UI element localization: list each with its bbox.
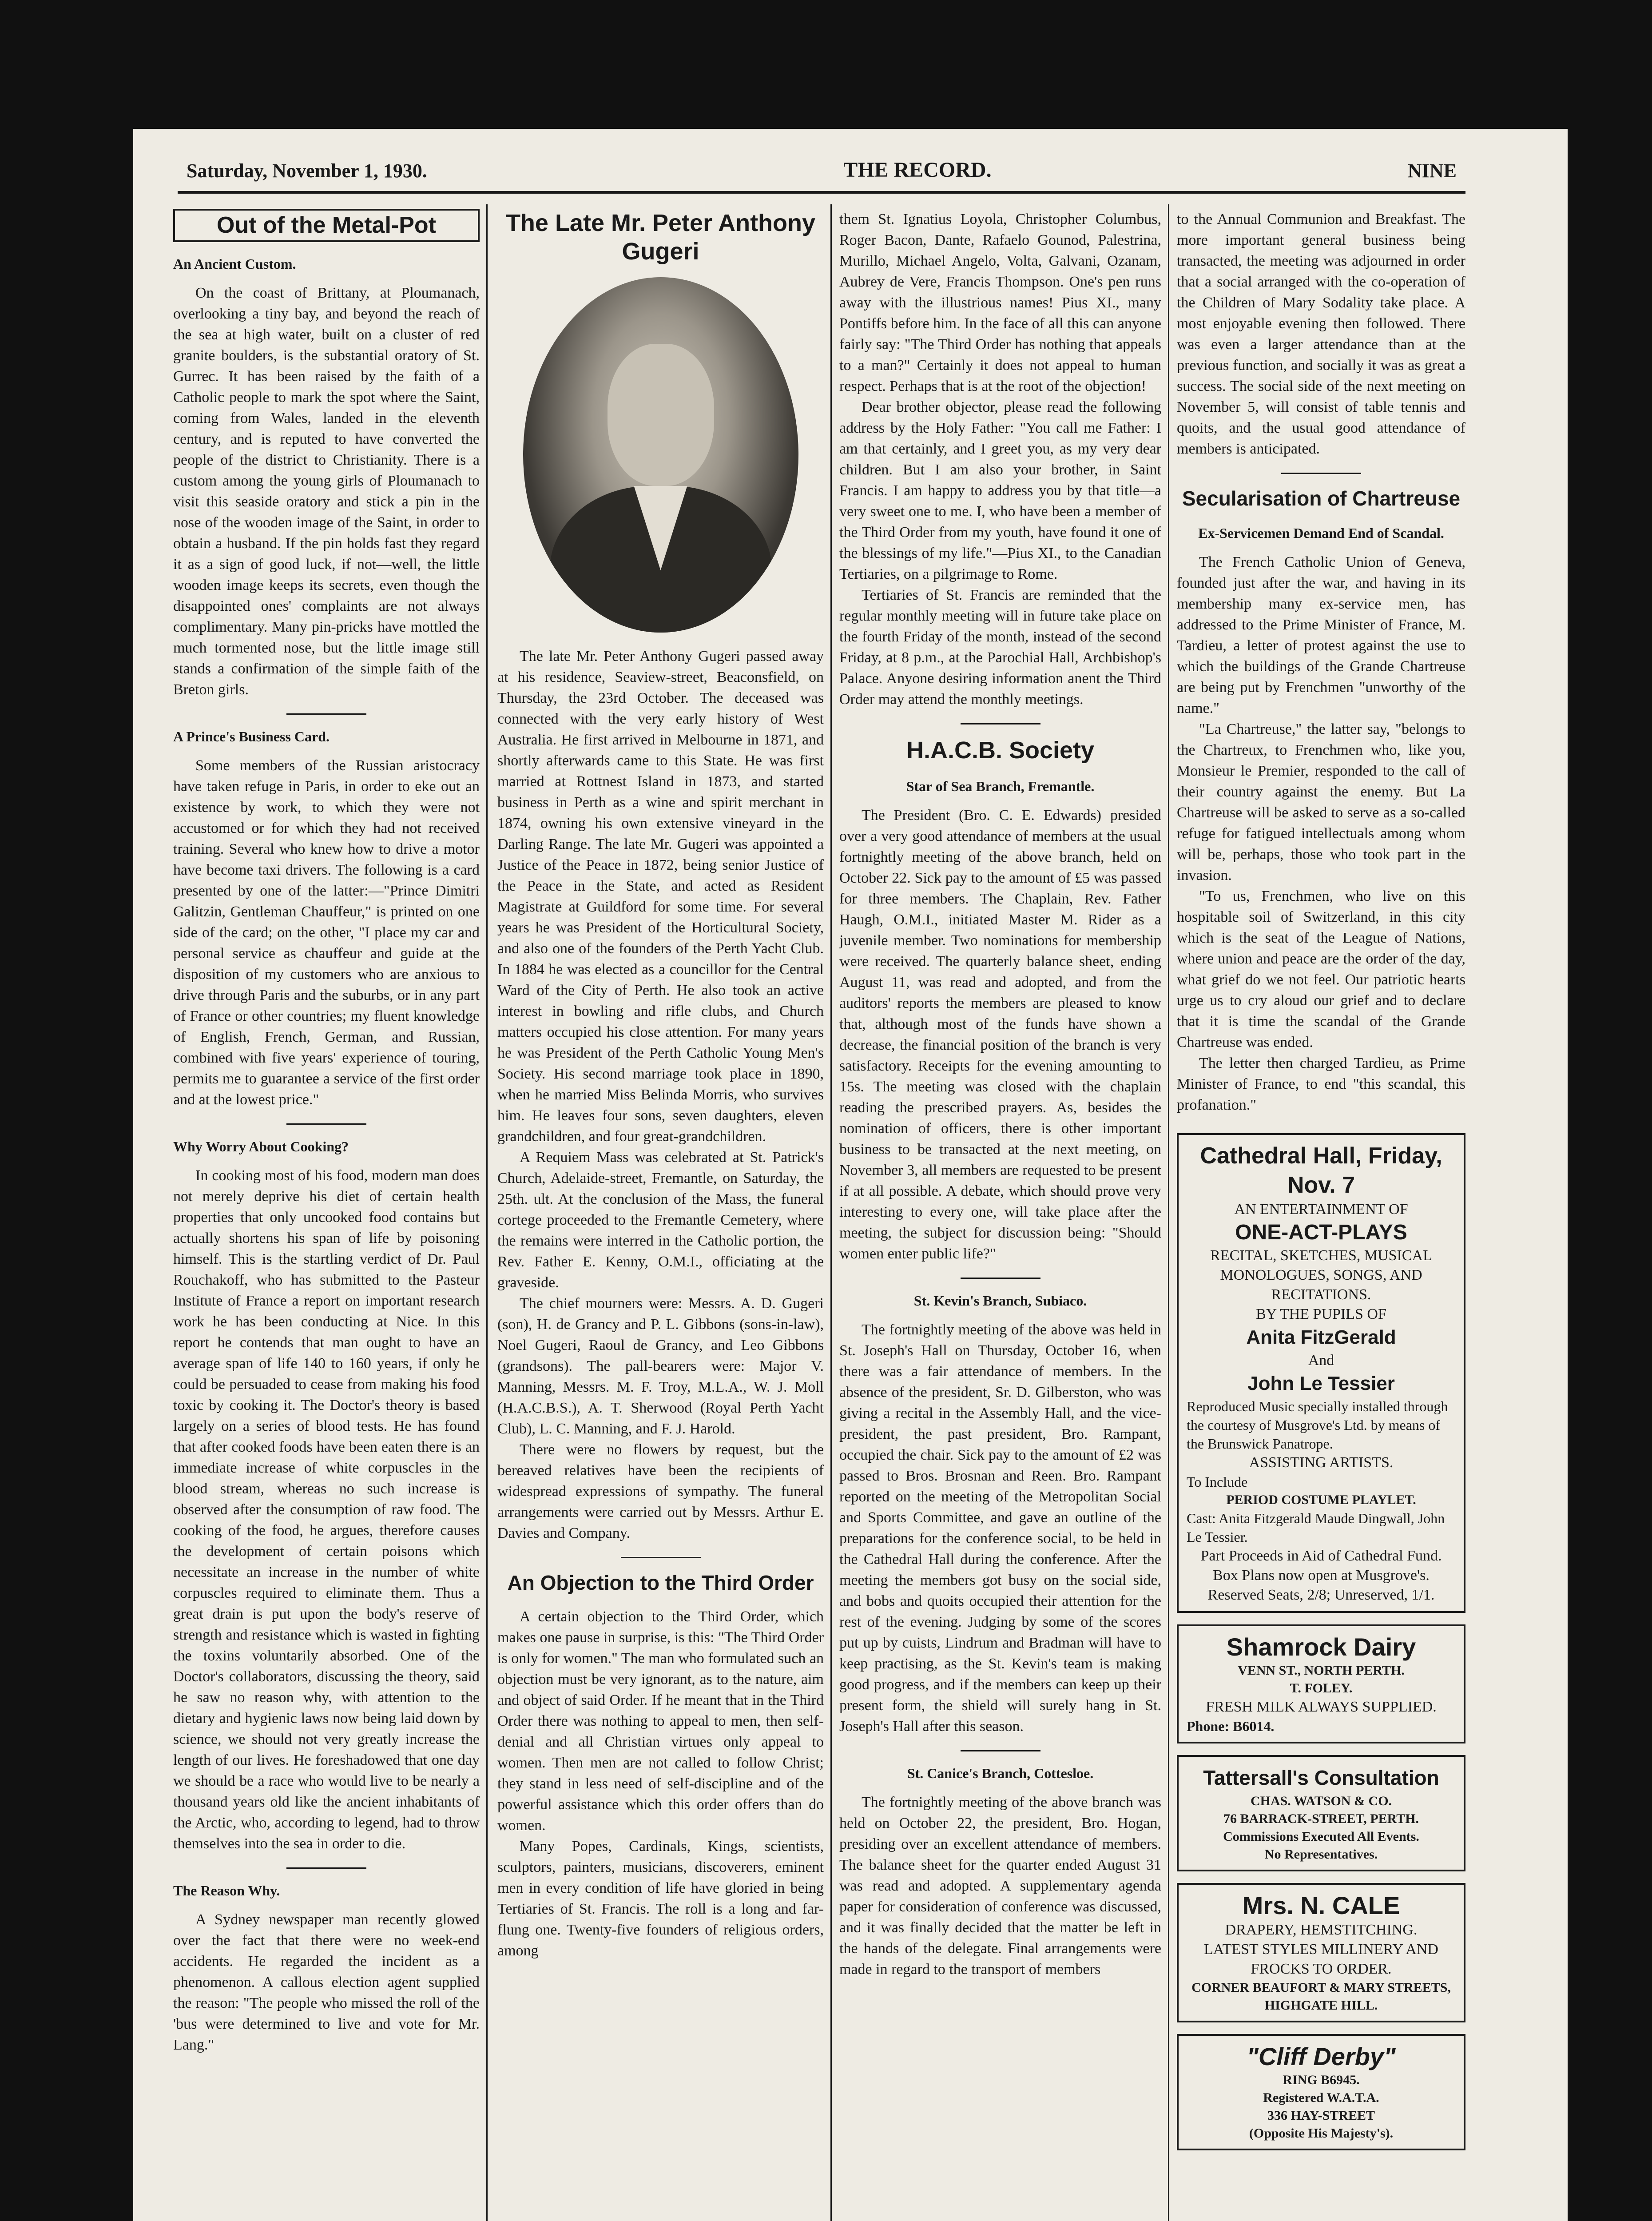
ad-title: "Cliff Derby" [1247,2042,1396,2070]
column-rule [486,204,488,2221]
newspaper-name: THE RECORD. [843,158,992,182]
article-separator [286,713,366,715]
ad-cliff-derby [1177,2034,1465,2150]
section-title: Out of the Metal-Pot [173,209,480,242]
ad-cathedral-hall [1177,1133,1465,1613]
ad-shamrock-dairy [1177,1624,1465,1743]
column-1 [173,209,480,2221]
ad-line: (Opposite His Majesty's). [1249,2126,1394,2141]
article-paragraph: Tertiaries of St. Francis are reminded that the regular monthly meeting will in future take place on the fourth Friday of the month, instead of the second Friday, at 8 p.m., at the Parochial Hall, Archbishop's Palace. Anyone desiring information anent the Third Order may attend the monthly meetings. [839,587,1161,708]
portrait-photo [523,277,798,633]
ad-line: And [1308,1352,1334,1369]
article-paragraph: There were no flowers by request, but the bereaved relatives have been the recipients of widespread expressions of sympathy. The funeral arrangements were carried out by Messrs. Arthur E. Davies and Company. [497,1441,824,1541]
ad-line: Registered W.A.T.A. [1263,2090,1379,2105]
article-paragraph: them St. Ignatius Loyola, Christopher Columbus, Roger Bacon, Dante, Rafaelo Gounod, Palestrina, Murillo, Michael Angelo, Volta, Galvani, Ozanam, Aubrey de Vere, Francis Thompson. One's pen runs away with the illustrious names! Pius XI., many Pontiffs before him. In the face of all this can anyone fairly say: "The Third Order has nothing that appeals to a man?" Certainly it does not appeal to human respect. Perhaps that is at the root of the objection! [839,211,1161,394]
article-separator [961,1750,1040,1751]
ad-line: LATEST STYLES MILLINERY AND FROCKS TO ORDER. [1204,1941,1438,1977]
ad-headline: ONE-ACT-PLAYS [1235,1221,1407,1244]
issue-date: Saturday, November 1, 1930. [187,160,427,182]
article-title: H.A.C.B. Society [906,737,1095,764]
ad-line: RING B6945. [1283,2073,1360,2087]
ad-line: 76 BARRACK-STREET, PERTH. [1223,1811,1419,1826]
ad-tattersalls [1177,1755,1465,1871]
ad-title: Cathedral Hall, Friday, Nov. 7 [1200,1143,1442,1198]
article-separator [961,723,1040,724]
ad-title: Tattersall's Consultation [1203,1766,1439,1789]
ad-line: Commissions Executed All Events. [1223,1829,1419,1844]
ad-performer: Anita FitzGerald [1246,1326,1396,1348]
ad-line: T. FOLEY. [1290,1681,1353,1696]
article-separator [286,1867,366,1869]
column-rule [1168,204,1169,2221]
ad-performer: John Le Tessier [1247,1373,1395,1394]
column-3 [839,209,1161,2221]
ad-mrs-cale [1177,1883,1465,2022]
article-paragraph: The letter then charged Tardieu, as Prime Minister of France, to end "this scandal, this profanation." [1177,1055,1465,1113]
article-heading: A Prince's Business Card. [173,728,330,744]
portrait-face [608,344,714,486]
branch-heading: Star of Sea Branch, Fremantle. [906,778,1095,794]
page-number: NINE [1407,160,1457,182]
masthead [187,147,1457,182]
article-paragraph: A Requiem Mass was celebrated at St. Patrick's Church, Adelaide-street, Fremantle, on Saturday, the 25th. ult. At the conclusion of the Mass, the funeral cortege proceeded to the Fremantle Cemetery, where the remains were interred in the Catholic portion, the Rev. Father E. Kenny, O.M.I., officiating at the graveside. [497,1149,824,1291]
ad-line: Part Proceeds in Aid of Cathedral Fund. [1200,1548,1442,1564]
article-paragraph: Dear brother objector, please read the following address by the Holy Father: "You call me Father: I am that certainly, and I greet you, as my very dear children. But I am also your brother, in Saint Francis. I am happy to address you by that title—a very sweet one to me. I, who have been a member of the Third Order from my youth, have found it one of the blessings of my life."—Pius XI., to the Canadian Tertiaries, on a pilgrimage to Rome. [839,399,1161,582]
article-paragraph: The French Catholic Union of Geneva, founded just after the war, and having in its membership many ex-service men, has addressed to the Prime Minister of France, M. Tardieu, a letter of protest against the use to which the buildings of the Grande Chartreuse are being put by Frenchmen "unworthy of the name." [1177,554,1465,716]
article-title: The Late Mr. Peter Anthony Gugeri [505,210,816,265]
ad-line: Reproduced Music specially installed through the courtesy of Musgrove's Ltd. by means of the Brunswick Panatrope. [1187,1398,1448,1452]
article-paragraph: Many Popes, Cardinals, Kings, scientists, sculptors, painters, musicians, discoverers, eminent men in every condition of life have gloried in being Tertiaries of St. Francis. The roll is a long and far-flung one. Twenty-five founders of religious orders, among [497,1838,824,1959]
ad-line: Cast: Anita Fitzgerald Maude Dingwall, John Le Tessier. [1187,1510,1445,1545]
ad-line: FRESH MILK ALWAYS SUPPLIED. [1206,1699,1437,1715]
article-separator [1281,473,1361,474]
ad-line: 336 HAY-STREET [1267,2108,1375,2123]
masthead-rule [178,191,1465,194]
column-4 [1177,209,1465,2221]
article-paragraph: A certain objection to the Third Order, which makes one pause in surprise, is this: "The Third Order is only for women." The man who formulated such an objection must be very ignorant, as to the nature, aim and object of said Order. If he meant that in the Third Order there was nothing to appeal to men, then self-denial and all Christian virtues only appeal to women. Then men are not called to follow Christ; they stand in less need of self-discipline and of the powerful assistance which this order offers than do women. [497,1608,824,1834]
article-separator [286,1123,366,1125]
ad-title: Shamrock Dairy [1226,1633,1416,1661]
column-rule [830,204,832,2221]
article-separator [621,1557,701,1558]
ad-title: Mrs. N. CALE [1242,1891,1400,1919]
article-paragraph: to the Annual Communion and Breakfast. The more important general business being transacted, the meeting was adjourned in order that a social arranged with the co-operation of the Children of Mary Sodality take place. A most enjoyable evening then followed. There was even a larger attendance than at the previous function, and socially it was as great a success. The social side of the next meeting on November 5, will consist of table tennis and quoits, and the usual good attendance of members is anticipated. [1177,211,1465,457]
article-paragraph: "La Chartreuse," the latter say, "belongs to the Chartreux, to Frenchmen who, like you, Monsieur le Premier, responded to the call of their country against the enemy. But La Chartreuse will be asked to serve as a so-called refuge for fatigued intellectuals among whom will be, perhaps, those who took part in the invasion. [1177,721,1465,884]
article-paragraph: The chief mourners were: Messrs. A. D. Gugeri (son), H. de Grancy and P. L. Gibbons (sons-in-law), Noel Gugeri, Raoul de Grancy, and Leo Gibbons (grandsons). The pall-bearers were: Major V. Manning, Messrs. M. F. Troy, M.L.A., W. J. Moll (H.A.C.B.S.), A. T. Sherwood (Royal Perth Yacht Club), L. C. Manning, and F. J. Harold. [497,1295,824,1437]
ad-line: AN ENTERTAINMENT OF [1234,1201,1408,1218]
ad-line: CORNER BEAUFORT & MARY STREETS, [1191,1980,1451,1995]
article-heading: The Reason Why. [173,1883,280,1899]
ad-line: BY THE PUPILS OF [1256,1306,1386,1322]
ad-line: RECITAL, SKETCHES, MUSICAL MONOLOGUES, SONGS, AND RECITATIONS. [1210,1247,1432,1303]
article-title: An Objection to the Third Order [507,1571,814,1594]
article-paragraph: The fortnightly meeting of the above branch was held on October 22, the president, Bro. Hogan, presiding over an excellent attendance of members. The balance sheet for the quarter ended August 31 was read and adopted. A supplementary agenda paper for consideration of conference was discussed, and it was finally decided that the matter be left in the hands of the delegate. Final arrangements were made in regard to the transport of members [839,1794,1161,1978]
ad-line: DRAPERY, HEMSTITCHING. [1225,1922,1418,1938]
ad-line: Box Plans now open at Musgrove's. Reserved Seats, 2/8; Unreserved, 1/1. [1207,1567,1435,1603]
article-title: Secularisation of Chartreuse [1182,487,1461,510]
article-subheading: Ex-Servicemen Demand End of Scandal. [1198,525,1444,541]
branch-heading: St. Kevin's Branch, Subiaco. [913,1293,1087,1309]
ad-line: HIGHGATE HILL. [1264,1998,1378,2013]
ad-line: CHAS. WATSON & CO. [1250,1794,1392,1808]
article-heading: An Ancient Custom. [173,256,296,272]
ad-line: ASSISTING ARTISTS. [1249,1454,1394,1471]
ad-line: PERIOD COSTUME PLAYLET. [1226,1493,1416,1507]
article-paragraph: The late Mr. Peter Anthony Gugeri passed away at his residence, Seaview-street, Beaconsfield, on Thursday, the 23rd October. The deceased was connected with the very early history of West Australia. He first arrived in Melbourne in 1871, and shortly afterwards came to this State. He was first married at Rottnest Island in 1873, and started business in Perth as a wine and spirit merchant in 1874, owning his own extensive vineyard in the Darling Range. The late Mr. Gugeri was appointed a Justice of the Peace in 1872, being senior Justice of the Peace in the State, and acted as Resident Magistrate at Guildford for some time. For several years he was President of the Horticultural Society, and also one of the founders of the Perth Yacht Club. In 1884 he was elected as a councillor for the Central Ward of the City of Perth. He also took an active interest in bowling and rifle clubs, and Church matters occupied his close attention. For many years he was President of the Perth Catholic Young Men's Society. His second marriage took place in 1890, when he married Miss Belinda Morris, who survives him. He leaves four sons, seven daughters, eleven grandchildren, and four great-grandchildren. [497,648,824,1145]
article-paragraph: "To us, Frenchmen, who live on this hospitable soil of Switzerland, in this city which is the seat of the League of Nations, where union and peace are the order of the day, what grief do we not feel. Our patriotic hearts urge us to cry aloud our grief and to declare that it is time the scandal of the Grande Chartreuse was ended. [1177,888,1465,1051]
column-2 [497,209,824,2221]
article-paragraph: On the coast of Brittany, at Ploumanach, overlooking a tiny bay, and beyond the reach of the sea at high water, built on a cluster of red granite boulders, is the substantial oratory of St. Gurrec. It has been raised by the faith of a Catholic people to mark the spot where the Saint, coming from Wales, landed in the eleventh century, and is reputed to have converted the people of the district to Christianity. There is a custom among the young girls of Ploumanach to visit this seaside oratory and stick a pin in the nose of the wooden image of the Saint, in order to obtain a husband. If the pin holds fast they regard it as a sign of good luck, if not—well, the little wooden image keeps its secrets, even though the disappointed ones' complaints are not always complimentary. Many pin-pricks have mottled the much tormented nose, but the little image still stands a confirmation of the simple faith of the Breton girls. [173,285,480,698]
article-paragraph: A Sydney newspaper man recently glowed over the fact that there were no week-end accidents. He regarded the incident as a phenomenon. A callous election agent supplied the reason: "The people who missed the roll of the 'bus were determined to live and vote for Mr. Lang." [173,1911,480,2053]
article-paragraph: Some members of the Russian aristocracy have taken refuge in Paris, in order to eke out an existence by work, to which they were not accustomed or for which they had not received training. Several who knew how to drive a motor have become taxi drivers. The following is a card presented by one of the latter:—"Prince Dimitri Galitzin, Gentleman Chauffeur," is printed on one side of the card; on the other, "I place my car and personal service as chauffeur and guide at the disposition of my customers who are anxious to drive through Paris and the suburbs, or in any part of France or other countries; my fluent knowledge of English, French, German, and Russian, combined with five years' experience of touring, permits me to guarantee a service of the first order and at the lowest price." [173,757,480,1108]
article-separator [961,1278,1040,1279]
article-heading: Why Worry About Cooking? [173,1138,349,1154]
ad-line: No Representatives. [1264,1847,1378,1862]
branch-heading: St. Canice's Branch, Cottesloe. [907,1765,1094,1781]
article-paragraph: The President (Bro. C. E. Edwards) presided over a very good attendance of members at the usual fortnightly meeting of the above branch, held on October 22. Sick pay to the amount of £5 was passed for three members. The Chaplain, Rev. Father Haugh, O.M.I., initiated Master M. Rider as a juvenile member. Two nominations for membership were received. The quarterly balance sheet, ending August 11, was read and adopted, and from the auditors' reports the members are pleased to know that, although most of the funds have shown a decrease, the financial position of the branch is very satisfactory. Receipts for the evening amounting to 15s. The meeting was closed with the chaplain reading the prescribed prayers. As, besides the nomination of officers, there is other important business to be transacted at the next meeting, on November 3, all members are requested to be present if at all possible. A debate, which should prove very interesting to every one, will take place after the meeting, the subject for discussion being: "Should women enter public life?" [839,807,1161,1262]
article-paragraph: The fortnightly meeting of the above was held in St. Joseph's Hall on Thursday, October 16, when there was a fair attendance of members. In the absence of the president, Sr. D. Gilberston, who was giving a recital in the Assembly Hall, and the vice-president, the past president, Bro. Rampant, occupied the chair. Sick pay to the amount of £2 was passed to Bros. Brosnan and Reen. Bro. Rampant reported on the meeting of the Metropolitan Social and Sports Committee, and gave an outline of the preparations for the conference social, to be held in the Cathedral Hall during the conference. After the meeting the members got busy on the social side, and bobs and quoits occupied their attention for the rest of the evening. Judging by some of the scores put up by cuists, Lindrum and Bradman will have to keep practising, as the St. Kevin's team is making good progress, and if the members can keep up their present form, the shield will surely hang in St. Joseph's Hall after this season. [839,1321,1161,1735]
article-paragraph: In cooking most of his food, modern man does not merely deprive his diet of certain health properties that only uncooked food contains but actually shortens his span of life by poisoning himself. This is the startling verdict of Dr. Paul Rouchakoff, who has submitted to the Pasteur Institute of France a report on important research work he has been conducting at Nice. In this report he contends that man ought to have an average span of life 140 to 160 years, if only he could be persuaded to cease from making his food toxic by cooking it. The Doctor's theory is based largely on a series of blood tests. He has found that after cooked foods have been eaten there is an immediate increase of white corpuscles in the blood stream, whereas no such increase is observed after the consumption of raw food. The cooking of the food, he argues, therefore causes the development of certain poisons which necessitate an increase in the number of white corpuscles required to eliminate them. Thus a great drain is put upon the body's reserve of strength and resistance which is wasted in fighting the toxins voluntarily absorbed. One of the Doctor's collaborators, discussing the theory, said he saw no reason why, with attention to the dietary and hygienic laws now being laid down by science, we should not very greatly increase the length of our lives. He foreshadowed that one day we should be a race who would live to be nearly a thousand years old like the ancient inhabitants of the Arctic, who, according to legend, had to throw themselves into the sea in order to die. [173,1167,480,1852]
ad-line: VENN ST., NORTH PERTH. [1238,1663,1405,1678]
ad-line: Phone: B6014. [1187,1718,1275,1734]
ad-line: To Include [1187,1474,1248,1490]
